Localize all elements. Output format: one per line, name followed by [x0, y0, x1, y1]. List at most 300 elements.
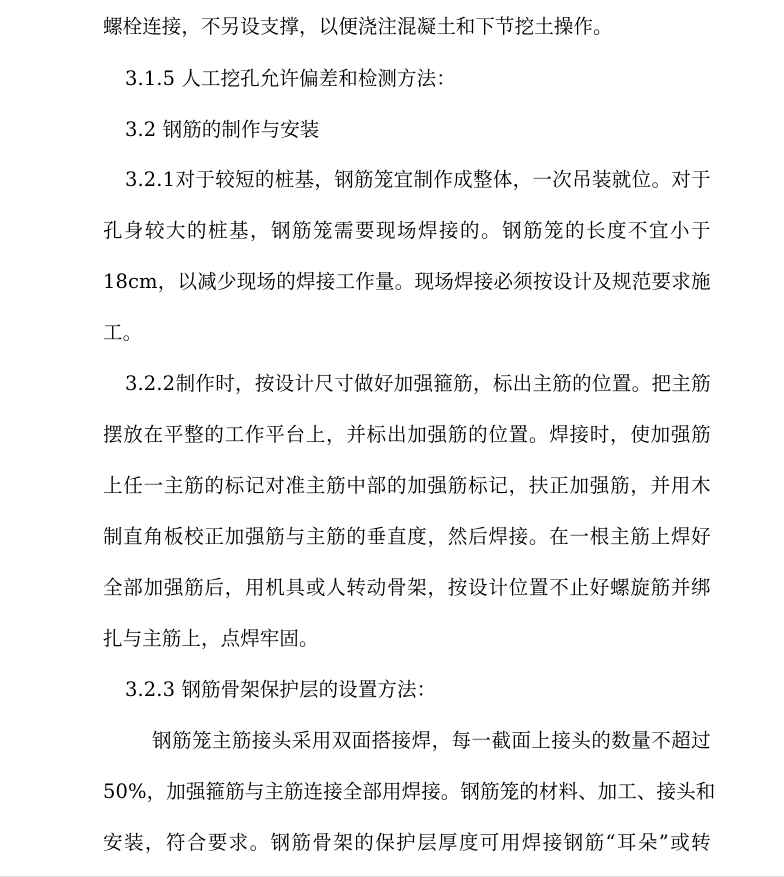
glyph: 作	[244, 423, 265, 446]
glyph: 厚	[438, 831, 458, 854]
glyph: 加	[597, 780, 618, 803]
glyph: 量	[631, 729, 651, 752]
glyph: 强	[427, 423, 448, 446]
glyph: 3.2.2	[125, 372, 176, 395]
glyph: 在	[143, 423, 164, 446]
glyph: 接	[439, 219, 459, 242]
glyph: 的	[254, 168, 275, 191]
glyph: 接	[473, 270, 494, 293]
glyph: 出	[512, 372, 533, 395]
glyph: 的	[187, 219, 207, 242]
glyph: 计	[572, 270, 593, 293]
glyph: 焊	[670, 525, 691, 548]
glyph: 成	[453, 168, 473, 191]
glyph: 必	[493, 270, 514, 293]
glyph: 加	[224, 525, 245, 548]
glyph: 主	[532, 372, 553, 395]
glyph: 筋	[292, 219, 312, 242]
glyph: 于	[691, 168, 711, 191]
body-line	[125, 367, 711, 401]
glyph: 钢	[563, 831, 584, 854]
glyph: 用	[670, 474, 691, 497]
glyph: 的	[346, 525, 366, 548]
glyph: 基	[294, 168, 315, 191]
glyph: 用	[244, 576, 265, 599]
glyph: 笼	[191, 729, 212, 752]
glyph: 接	[323, 780, 343, 803]
glyph: ，	[508, 474, 529, 497]
glyph: 笼	[373, 168, 394, 191]
glyph: 旋	[630, 576, 650, 599]
body-line	[103, 265, 711, 299]
glyph: 部	[362, 780, 382, 803]
glyph: 平	[163, 423, 184, 446]
glyph: 宜	[649, 219, 669, 242]
glyph: 或	[670, 831, 690, 854]
glyph: 标	[468, 474, 488, 497]
glyph: 每	[451, 729, 472, 752]
glyph: 的	[276, 270, 296, 293]
glyph: 筋	[523, 219, 543, 242]
glyph: 加	[407, 474, 427, 497]
glyph: 孔	[103, 219, 123, 242]
glyph: 安	[103, 831, 123, 854]
glyph: 合	[186, 831, 207, 854]
glyph: 体	[492, 168, 513, 191]
glyph: 标	[492, 372, 513, 395]
glyph: 笼	[499, 780, 520, 803]
glyph: 接	[542, 831, 563, 854]
glyph: 用	[311, 729, 332, 752]
glyph: ，	[472, 372, 493, 395]
glyph: 筋	[630, 525, 650, 548]
glyph: 可	[479, 831, 500, 854]
body-line: 工。	[103, 321, 143, 344]
glyph: 接	[551, 729, 571, 752]
glyph: 。	[440, 780, 461, 803]
glyph: 接	[391, 729, 412, 752]
glyph: 求	[671, 270, 691, 293]
glyph: 钢	[152, 729, 172, 752]
glyph: 主	[305, 474, 326, 497]
section-heading: 3.2 钢筋的制作与安装	[125, 118, 320, 141]
glyph: 要	[355, 219, 375, 242]
glyph: 按	[533, 270, 553, 293]
glyph: 。	[481, 219, 501, 242]
body-line	[103, 214, 711, 248]
glyph: 对	[175, 168, 196, 191]
glyph: 。	[528, 423, 549, 446]
glyph: 摆	[103, 423, 123, 446]
glyph: 筋	[184, 576, 204, 599]
glyph: 强	[413, 372, 434, 395]
glyph: 不	[651, 729, 671, 752]
glyph: 骨	[386, 576, 407, 599]
body-line	[103, 469, 711, 503]
glyph: 筋	[691, 372, 711, 395]
glyph: 接	[315, 270, 336, 293]
body-line	[103, 775, 716, 809]
glyph: 现	[236, 270, 257, 293]
glyph: 并	[346, 423, 366, 446]
glyph: 的	[468, 423, 488, 446]
glyph: 绑	[691, 576, 711, 599]
glyph: ，	[427, 525, 448, 548]
glyph: 钢	[270, 831, 291, 854]
glyph: 需	[334, 219, 354, 242]
glyph: 接	[656, 780, 677, 803]
glyph: 接	[508, 525, 529, 548]
glyph: 记	[244, 474, 265, 497]
glyph: 制	[103, 525, 123, 548]
glyph: 箍	[433, 372, 453, 395]
glyph: 然	[447, 525, 468, 548]
glyph: ，	[224, 576, 245, 599]
body-line	[103, 520, 711, 554]
glyph: 筋	[480, 780, 500, 803]
glyph: 设	[274, 372, 295, 395]
glyph: 主	[610, 525, 630, 548]
glyph: 部	[123, 576, 143, 599]
glyph: 于	[691, 219, 711, 242]
glyph: 筋	[265, 525, 285, 548]
glyph: 具	[285, 576, 306, 599]
glyph: 3.2.1	[125, 168, 176, 191]
glyph: 全	[103, 576, 123, 599]
glyph: 校	[184, 525, 204, 548]
glyph: 加	[143, 576, 164, 599]
glyph: 寸	[334, 372, 354, 395]
glyph: 任	[123, 474, 143, 497]
glyph: 较	[215, 168, 235, 191]
glyph: 箍	[205, 780, 226, 803]
glyph: 筋	[650, 576, 671, 599]
glyph: 筋	[354, 168, 374, 191]
glyph: 部	[366, 474, 387, 497]
glyph: ，	[235, 372, 255, 395]
glyph: 与	[244, 780, 265, 803]
glyph: 使	[630, 423, 650, 446]
glyph: 过	[691, 729, 711, 752]
glyph: 较	[145, 219, 165, 242]
glyph: ，	[630, 474, 650, 497]
glyph: 截	[491, 729, 512, 752]
glyph: 钢	[271, 219, 291, 242]
glyph: 筋	[584, 831, 605, 854]
glyph: ，	[144, 831, 165, 854]
glyph: 放	[123, 423, 143, 446]
glyph: 筋	[225, 780, 245, 803]
glyph: 要	[651, 270, 672, 293]
glyph: 置	[528, 576, 549, 599]
glyph: 扶	[528, 474, 549, 497]
glyph: 、	[578, 780, 598, 803]
glyph: 强	[589, 474, 610, 497]
glyph: 焊	[488, 525, 508, 548]
glyph: 焊	[549, 423, 569, 446]
body-line	[103, 571, 711, 605]
glyph: 标	[366, 423, 387, 446]
glyph: 保	[375, 831, 395, 854]
glyph: 场	[256, 270, 277, 293]
glyph: 小	[670, 219, 690, 242]
glyph: ”	[658, 831, 669, 854]
glyph: 场	[434, 270, 454, 293]
glyph: 上	[305, 423, 326, 446]
glyph: 主	[264, 780, 284, 803]
glyph: 加	[166, 780, 186, 803]
glyph: 筋	[171, 729, 192, 752]
glyph: 主	[211, 729, 232, 752]
glyph: 位	[591, 372, 612, 395]
glyph: 止	[569, 576, 590, 599]
glyph: 工	[617, 780, 637, 803]
glyph: 筋	[326, 525, 346, 548]
glyph: 主	[671, 372, 691, 395]
glyph: 现	[414, 270, 435, 293]
glyph: 动	[366, 576, 387, 599]
glyph: 加	[393, 372, 414, 395]
glyph: 不	[549, 576, 569, 599]
glyph: 的	[204, 474, 225, 497]
glyph: 焊	[418, 219, 438, 242]
glyph: ，	[427, 576, 448, 599]
glyph: ，	[314, 168, 334, 191]
glyph: 主	[305, 525, 326, 548]
body-line	[103, 418, 711, 452]
glyph: 的	[572, 372, 592, 395]
glyph: 基	[229, 219, 249, 242]
glyph: 接	[421, 780, 441, 803]
section-heading: 3.1.5 人工挖孔允许偏差和检测方法：	[125, 67, 456, 90]
glyph: 上	[531, 729, 552, 752]
glyph: 筋	[231, 729, 252, 752]
glyph: 中	[346, 474, 366, 497]
glyph: 的	[565, 219, 585, 242]
glyph: 整	[472, 168, 493, 191]
glyph: 的	[386, 474, 407, 497]
glyph: 直	[386, 525, 407, 548]
glyph: 接	[251, 729, 272, 752]
glyph: 筋	[291, 831, 312, 854]
glyph: 采	[291, 729, 312, 752]
glyph: 准	[285, 474, 306, 497]
glyph: 的	[591, 729, 611, 752]
glyph: 转	[691, 831, 711, 854]
glyph: 工	[224, 423, 245, 446]
glyph: 头	[676, 780, 696, 803]
glyph: 朵	[637, 831, 658, 854]
glyph: 范	[631, 270, 652, 293]
glyph: 筋	[447, 423, 468, 446]
glyph: 上	[103, 474, 123, 497]
glyph: 制	[413, 168, 434, 191]
glyph: 机	[265, 576, 285, 599]
glyph: 焊	[401, 780, 422, 803]
glyph: ，	[512, 168, 533, 191]
glyph: 按	[254, 372, 275, 395]
glyph: 。	[631, 372, 652, 395]
glyph: 不	[628, 219, 648, 242]
glyph: 笼	[544, 219, 564, 242]
glyph: 量	[375, 270, 395, 293]
glyph: 一	[532, 168, 553, 191]
glyph: 螺	[610, 576, 630, 599]
glyph: 于	[195, 168, 215, 191]
glyph: 层	[417, 831, 437, 854]
glyph: 把	[651, 372, 672, 395]
glyph: 转	[346, 576, 366, 599]
glyph: 。	[651, 168, 672, 191]
glyph: 规	[612, 270, 632, 293]
glyph: 强	[427, 474, 448, 497]
body-line	[125, 163, 711, 197]
glyph: “	[605, 831, 616, 854]
glyph: 焊	[296, 270, 316, 293]
glyph: 现	[376, 219, 396, 242]
glyph: 短	[235, 168, 255, 191]
glyph: 钢	[460, 780, 481, 803]
glyph: 记	[488, 474, 508, 497]
glyph: 强	[244, 525, 265, 548]
glyph: 耳	[616, 831, 637, 854]
body-line: 螺栓连接，不另设支撑，以便浇注混凝土和下节挖土操作。	[103, 15, 613, 38]
glyph: 主	[163, 474, 184, 497]
glyph: ，	[250, 219, 270, 242]
glyph: 与	[285, 525, 306, 548]
glyph: 整	[184, 423, 204, 446]
glyph: 身	[124, 219, 144, 242]
glyph: ，	[431, 729, 452, 752]
glyph: 。	[249, 831, 270, 854]
glyph: 位	[488, 423, 508, 446]
glyph: 好	[373, 372, 394, 395]
glyph: 少	[217, 270, 237, 293]
glyph: 强	[670, 423, 691, 446]
glyph: 用	[381, 780, 402, 803]
glyph: 筋	[184, 474, 204, 497]
glyph: 工	[335, 270, 356, 293]
glyph: 平	[265, 423, 285, 446]
glyph: 骨	[312, 831, 332, 854]
glyph: 度	[607, 219, 627, 242]
glyph: 设	[552, 270, 573, 293]
glyph: 对	[265, 474, 285, 497]
glyph: 尺	[314, 372, 334, 395]
glyph: 出	[386, 423, 407, 446]
glyph: 减	[197, 270, 217, 293]
glyph: 50%	[103, 780, 147, 803]
glyph: 面	[351, 729, 372, 752]
glyph: 度	[458, 831, 479, 854]
glyph: 筋	[283, 780, 304, 803]
glyph: 和	[695, 780, 716, 803]
glyph: 。	[394, 270, 415, 293]
glyph: 筋	[453, 372, 473, 395]
glyph: 筋	[552, 372, 572, 395]
glyph: 数	[611, 729, 631, 752]
glyph: 钢	[334, 168, 354, 191]
glyph: 双	[331, 729, 352, 752]
glyph: 架	[407, 576, 427, 599]
glyph: 筋	[447, 474, 468, 497]
glyph: 时	[215, 372, 235, 395]
glyph: 大	[166, 219, 186, 242]
glyph: 一	[569, 525, 590, 548]
glyph: 场	[397, 219, 417, 242]
glyph: 强	[185, 780, 206, 803]
glyph: 18cm	[103, 270, 158, 293]
glyph: 护	[396, 831, 416, 854]
glyph: 的	[354, 831, 374, 854]
glyph: ，	[157, 270, 178, 293]
glyph: 并	[670, 576, 691, 599]
glyph: 角	[143, 525, 164, 548]
glyph: 上	[650, 525, 671, 548]
glyph: 做	[354, 372, 374, 395]
glyph: 搭	[371, 729, 392, 752]
glyph: 垂	[366, 525, 387, 548]
glyph: 架	[333, 831, 353, 854]
glyph: 料	[558, 780, 579, 803]
glyph: 对	[671, 168, 691, 191]
glyph: 装	[123, 831, 144, 854]
body-line	[103, 826, 711, 860]
glyph: 、	[636, 780, 657, 803]
glyph: 正	[204, 525, 225, 548]
glyph: 符	[165, 831, 186, 854]
glyph: 度	[407, 525, 427, 548]
glyph: ，	[326, 423, 346, 446]
glyph: 次	[552, 168, 572, 191]
body-line	[152, 724, 711, 758]
glyph: 计	[294, 372, 315, 395]
body-line: 扎与主筋上，点焊牢固。	[103, 627, 319, 650]
glyph: 桩	[274, 168, 295, 191]
glyph: 后	[468, 525, 488, 548]
glyph: 加	[650, 423, 671, 446]
glyph: 位	[631, 168, 652, 191]
glyph: 后	[204, 576, 225, 599]
glyph: 以	[177, 270, 198, 293]
glyph: 筋	[610, 474, 630, 497]
glyph: 及	[592, 270, 612, 293]
glyph: 好	[691, 525, 711, 548]
glyph: 接	[569, 423, 590, 446]
glyph: 置	[508, 423, 529, 446]
glyph: 制	[175, 372, 196, 395]
glyph: 施	[691, 270, 711, 293]
glyph: 材	[538, 780, 559, 803]
glyph: 焊	[454, 270, 474, 293]
glyph: 筋	[691, 423, 711, 446]
glyph: 求	[228, 831, 249, 854]
glyph: 一	[143, 474, 164, 497]
glyph: 正	[549, 474, 569, 497]
glyph: 标	[224, 474, 245, 497]
glyph: 钢	[502, 219, 522, 242]
glyph: 作	[195, 372, 215, 395]
section-heading: 3.2.3 钢筋骨架保护层的设置方法：	[125, 678, 437, 701]
glyph: 连	[303, 780, 324, 803]
glyph: 长	[586, 219, 606, 242]
glyph: 台	[285, 423, 306, 446]
glyph: ，	[146, 780, 167, 803]
glyph: 全	[342, 780, 363, 803]
glyph: 加	[407, 423, 427, 446]
glyph: 。	[528, 525, 549, 548]
glyph: 作	[433, 168, 453, 191]
